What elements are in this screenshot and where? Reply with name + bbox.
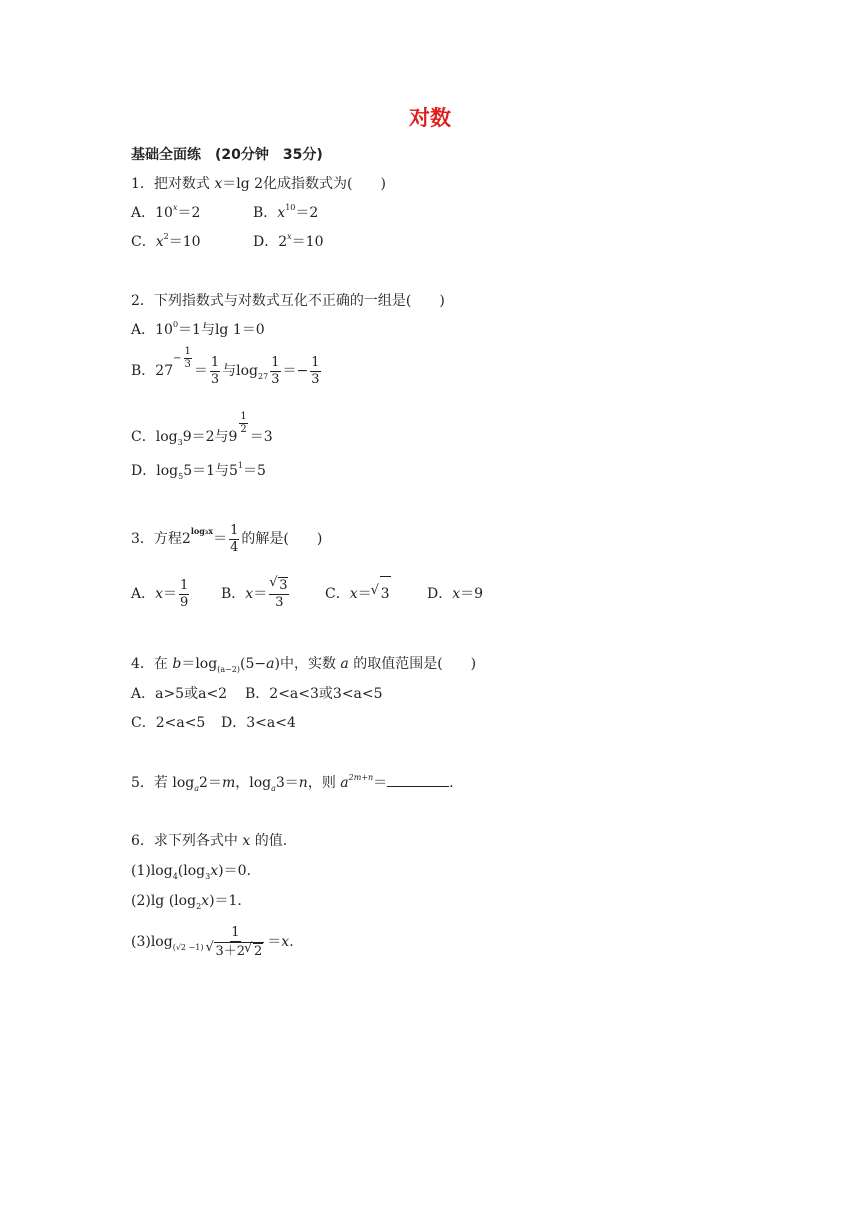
q1-option-b[interactable]: B．$x^{10}=2$ (253, 203, 319, 221)
section-header: 基础全面练 (20分钟 35分) (131, 147, 323, 163)
q2-option-b[interactable]: B．$27^{- \frac{1}{3}}$ ＝ $\frac{1}{3}$ 与$\log_{27}$ $\frac{1}{3}$ ＝− $\frac{1}{3}$ (131, 346, 320, 387)
question-3-options (131, 576, 483, 611)
q1-option-d[interactable]: D．$2^x=10$ (253, 232, 324, 250)
question-4-stem: 4．在 $b=\log_{(a-2)}(5-a)$中，实数 a 的取值范围是( ) (131, 656, 477, 674)
question-5: 5．若 $\log_a2=m$，$\log_a3=n$，则 $a^{2m+n}=$ . (131, 773, 454, 793)
q2-option-c[interactable]: C．$\log_39=2$与9 $\frac{1}{2}$ ＝3 (131, 410, 273, 447)
q3-option-d[interactable]: D．x＝9 (427, 586, 484, 602)
q1-option-c[interactable]: C．$x^2=10$ (131, 232, 201, 250)
question-4-options-ab (131, 685, 383, 703)
question-3-stem: 3．方程$2^{log_3x}=$ $\frac{1}{4}$ 的解是( ) (131, 522, 323, 555)
q2-option-d[interactable]: D．$\log_55=1$与$5^1=5$ (131, 461, 266, 481)
question-4-options-cd (131, 714, 296, 732)
page-title: 对数 (409, 106, 451, 130)
question-6-stem: 6．求下列各式中 x 的值. (131, 833, 288, 849)
question-2-stem: 2．下列指数式与对数式互化不正确的一组是( ) (131, 293, 445, 309)
q4-option-c[interactable]: C．2<a<5 (131, 715, 206, 731)
question-6-part-1: $(1)\log_4(\log_3x)=0$. (131, 863, 251, 881)
question-1-options-cd (131, 233, 323, 253)
q3-option-a[interactable]: A．x＝ $\frac{1}{9}$ (131, 577, 189, 610)
q3-option-b[interactable]: B．x＝ √ $\frac{3}{3}$ (221, 577, 325, 611)
q2-option-a[interactable]: A．$10^0=1$与lg 1＝0 (131, 320, 265, 338)
q1-option-a[interactable]: A．$10^x=2$ (131, 203, 201, 221)
q4-option-a[interactable]: A．a>5或a<2 (131, 686, 228, 702)
question-6-part-3: $(3)\log_{(√2 -1)}$ 1 √ 3＋2√ 2 ＝x. (131, 924, 294, 962)
question-1-stem: 1．把对数式 x＝lg 2化成指数式为( ) (131, 176, 386, 192)
question-1-options-ab (131, 204, 318, 224)
answer-blank[interactable] (387, 774, 449, 787)
question-6-part-2: (2)lg $(\log_2x)=1$. (131, 893, 242, 911)
q3-option-c[interactable]: C．x＝√ 3 (325, 576, 427, 611)
q4-option-b[interactable]: B．2<a<3或3<a<5 (245, 686, 383, 702)
q4-option-d[interactable]: D．3<a<4 (221, 715, 296, 731)
